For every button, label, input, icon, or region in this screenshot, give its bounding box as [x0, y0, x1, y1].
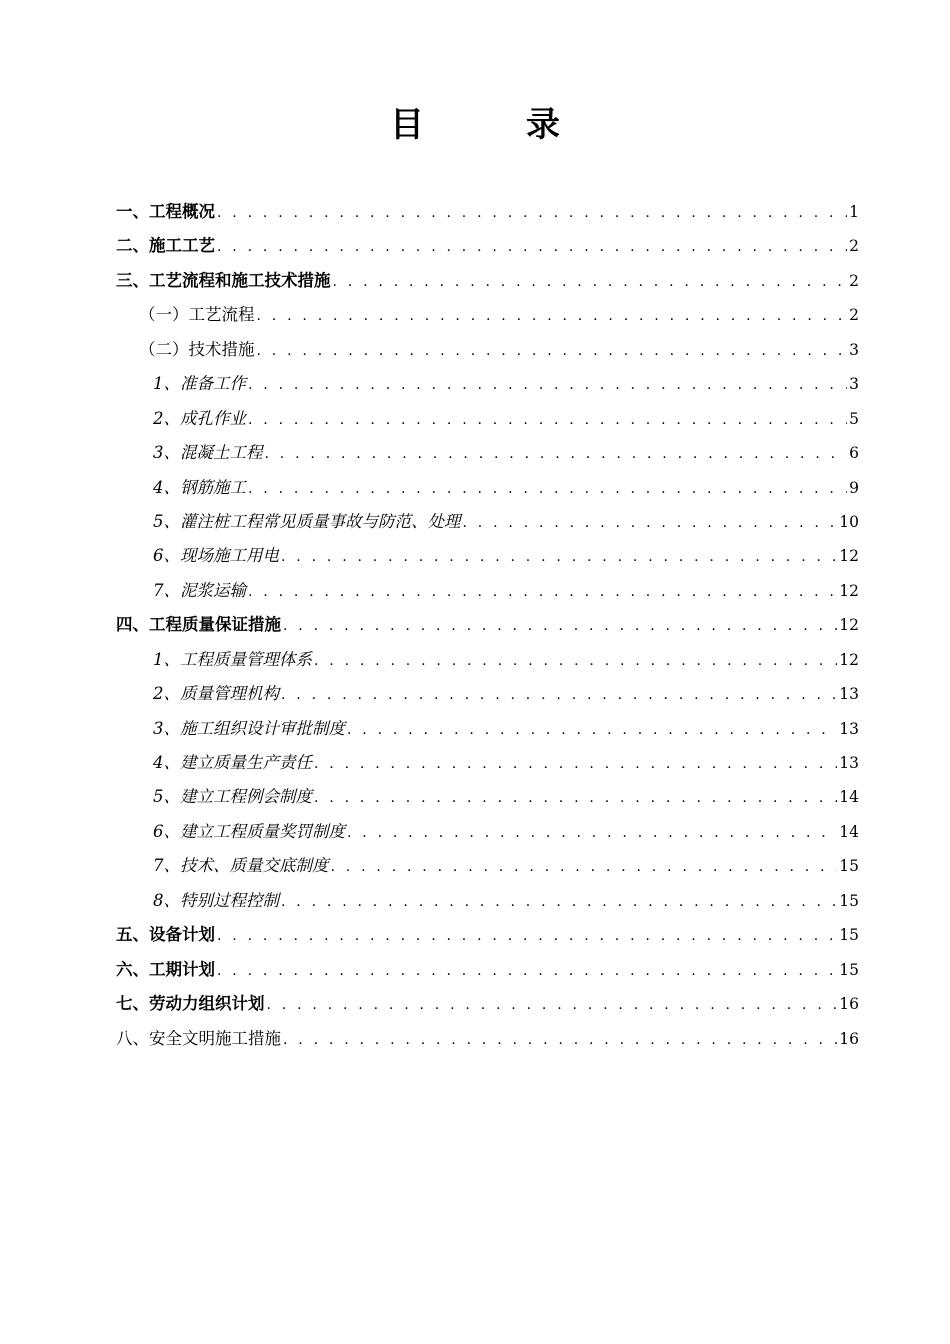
toc-entry[interactable]: [116, 195, 859, 229]
toc-entry[interactable]: [116, 471, 859, 505]
toc-entry[interactable]: [116, 264, 859, 298]
toc-entry-page: 14: [839, 788, 859, 807]
toc-entry-page: 2: [849, 306, 859, 325]
toc-entry-page: 9: [849, 478, 859, 497]
dot-leader: [248, 368, 847, 402]
dot-leader: [281, 540, 837, 574]
toc-entry[interactable]: [116, 780, 859, 814]
toc-entry-page: 12: [839, 650, 859, 669]
toc-entry-label: 5、灌注桩工程常见质量事故与防范、处理: [153, 511, 461, 531]
toc-entry-page: 13: [839, 685, 859, 704]
toc-entry-label: 7、泥浆运输: [153, 580, 246, 600]
toc-entry[interactable]: [116, 815, 859, 849]
toc-entry[interactable]: [116, 539, 859, 573]
toc-entry-label: （二）技术措施: [139, 339, 255, 359]
toc-entry-label: 7、技术、质量交底制度: [153, 856, 329, 876]
toc-entry-label: 6、现场施工用电: [153, 546, 279, 566]
toc-entry[interactable]: [116, 712, 859, 746]
toc-entry[interactable]: [116, 643, 859, 677]
toc-entry[interactable]: [116, 677, 859, 711]
dot-leader: [281, 678, 837, 712]
toc-entry-label: 6、建立工程质量奖罚制度: [153, 821, 345, 841]
toc-entry[interactable]: [116, 574, 859, 608]
toc-entry-page: 15: [839, 926, 859, 945]
toc-entry-label: 1、工程质量管理体系: [153, 649, 312, 669]
toc-entry-page: 13: [839, 719, 859, 738]
toc-entry[interactable]: [116, 849, 859, 883]
toc-entry-label: 一、工程概况: [116, 202, 215, 221]
dot-leader: [217, 954, 837, 988]
toc-entry-page: 2: [849, 237, 859, 256]
dot-leader: [217, 919, 837, 953]
toc-entry-label: 5、建立工程例会制度: [153, 787, 312, 807]
toc-entry-label: 4、建立质量生产责任: [153, 753, 312, 772]
toc-entry-label: 八、安全文明施工措施: [116, 1028, 281, 1048]
dot-leader: [347, 816, 837, 850]
toc-entry-page: 3: [849, 340, 859, 359]
toc-entry[interactable]: [116, 1022, 859, 1056]
toc-entry[interactable]: [116, 505, 859, 539]
toc-entry-label: 3、混凝土工程: [153, 443, 263, 463]
toc-entry-label: 2、质量管理机构: [153, 684, 279, 704]
toc-entry-page: 10: [839, 512, 859, 531]
toc-entry-label: 8、特别过程控制: [153, 890, 279, 910]
toc-entry-page: 12: [839, 581, 859, 600]
toc-entry[interactable]: [116, 367, 859, 401]
toc-entry-label: 3、施工组织设计审批制度: [153, 718, 345, 738]
toc-entry-page: 12: [839, 616, 859, 635]
toc-entry-page: 16: [839, 995, 859, 1014]
toc-entry-label: 四、工程质量保证措施: [116, 615, 281, 635]
toc-entry-label: 1、准备工作: [153, 374, 246, 394]
toc-entry[interactable]: [116, 953, 859, 987]
dot-leader: [248, 575, 837, 609]
dot-leader: [283, 1023, 837, 1057]
toc-entry[interactable]: [116, 402, 859, 436]
toc-entry[interactable]: [116, 987, 859, 1021]
toc-entry-label: 2、成孔作业: [153, 408, 246, 428]
toc-entry-page: 1: [849, 203, 859, 221]
toc-entry-page: 2: [849, 271, 859, 290]
toc-entry-page: 14: [839, 822, 859, 841]
dot-leader: [333, 265, 848, 299]
dot-leader: [217, 196, 847, 230]
toc-entry-page: 16: [839, 1029, 859, 1048]
toc-entry-label: 4、钢筋施工: [153, 477, 246, 497]
page-title: 目 录: [390, 105, 594, 145]
dot-leader: [248, 472, 847, 506]
toc-entry-page: 5: [849, 409, 859, 428]
toc-entry[interactable]: [116, 608, 859, 642]
toc-entry[interactable]: [116, 229, 859, 263]
toc-entry[interactable]: [116, 436, 859, 470]
dot-leader: [314, 747, 837, 781]
dot-leader: [217, 230, 847, 264]
dot-leader: [347, 713, 837, 747]
toc-entry-label: 三、工艺流程和施工技术措施: [116, 270, 331, 290]
dot-leader: [257, 334, 848, 368]
toc-entry-label: 五、设备计划: [116, 925, 215, 945]
dot-leader: [257, 299, 848, 333]
toc-entry[interactable]: [116, 333, 859, 367]
toc-entry-page: 13: [839, 754, 859, 772]
dot-leader: [265, 437, 848, 471]
toc-entry-label: （一）工艺流程: [139, 305, 255, 325]
toc-entry-label: 七、劳动力组织计划: [116, 994, 265, 1014]
toc-entry[interactable]: [116, 298, 859, 332]
dot-leader: [283, 609, 837, 643]
toc-entry[interactable]: [116, 746, 859, 780]
dot-leader: [331, 850, 838, 884]
toc-entry-page: 15: [839, 960, 859, 979]
dot-leader: [314, 644, 837, 678]
toc-entry[interactable]: [116, 884, 859, 918]
toc-entry-page: 3: [849, 375, 859, 394]
dot-leader: [267, 988, 838, 1022]
toc-entry-page: 15: [839, 857, 859, 876]
toc-entry-label: 二、施工工艺: [116, 236, 215, 256]
dot-leader: [463, 506, 838, 540]
toc-entry-page: 6: [849, 444, 859, 463]
toc-entry-page: 12: [839, 547, 859, 566]
toc-entry[interactable]: [116, 918, 859, 952]
dot-leader: [248, 403, 847, 437]
table-of-contents: [116, 195, 859, 1056]
toc-entry-page: 15: [839, 891, 859, 910]
dot-leader: [281, 885, 837, 919]
dot-leader: [314, 781, 837, 815]
toc-entry-label: 六、工期计划: [116, 959, 215, 979]
